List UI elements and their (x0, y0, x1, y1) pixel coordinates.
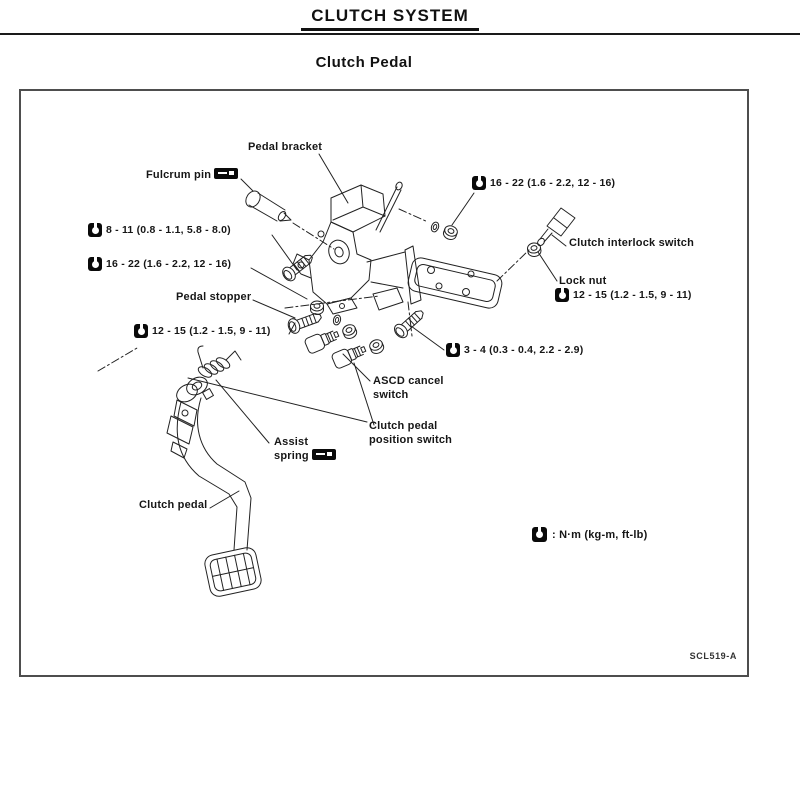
label-ascd-cancel-switch: ASCD cancel switch (373, 375, 444, 401)
torque-legend: : N·m (kg-m, ft-lb) (532, 527, 647, 542)
position-switch-drawing (331, 338, 385, 370)
label-clutch-interlock-switch: Clutch interlock switch (569, 237, 695, 249)
label-clutch-pedal: Clutch pedal (139, 499, 208, 511)
section-title: CLUTCH SYSTEM (301, 6, 479, 31)
label-pedal-bracket: Pedal bracket (248, 141, 323, 153)
page-title: Clutch Pedal (315, 54, 413, 71)
torque-spec-12-15-right: 12 - 15 (1.2 - 1.5, 9 - 11) (555, 288, 692, 302)
figure-code: SCL519-A (689, 651, 737, 661)
torque-wrench-icon (88, 257, 102, 271)
grease-icon (312, 449, 336, 460)
label-pedal-stopper: Pedal stopper (176, 291, 252, 303)
grease-icon (214, 168, 238, 179)
label-lock-nut: Lock nut (559, 275, 607, 287)
label-assist-spring: Assist spring (274, 435, 336, 463)
torque-spec-8-11: 8 - 11 (0.8 - 1.1, 5.8 - 8.0) (88, 223, 231, 237)
fastener-drawings (280, 221, 459, 340)
torque-wrench-icon (472, 176, 486, 190)
torque-spec-16-22-right: 16 - 22 (1.6 - 2.2, 12 - 16) (472, 176, 615, 190)
label-clutch-pedal-position-switch: Clutch pedal position switch (369, 420, 453, 446)
header-divider (0, 33, 800, 35)
assist-spring-drawing (197, 346, 241, 379)
fulcrum-pin-drawing (243, 188, 291, 221)
torque-wrench-icon (88, 223, 102, 237)
page-header (0, 6, 780, 31)
pedal-bracket-drawing (293, 181, 421, 314)
figure-frame (19, 89, 749, 677)
torque-spec-16-22-left: 16 - 22 (1.6 - 2.2, 12 - 16) (88, 257, 231, 271)
torque-wrench-icon (134, 324, 148, 338)
torque-wrench-icon (532, 527, 547, 542)
torque-spec-3-4: 3 - 4 (0.3 - 0.4, 2.2 - 2.9) (446, 343, 583, 357)
label-fulcrum-pin: Fulcrum pin (146, 168, 238, 182)
mounting-plate-drawing (406, 256, 503, 310)
clutch-pedal-drawing (167, 374, 263, 598)
torque-wrench-icon (555, 288, 569, 302)
torque-wrench-icon (446, 343, 460, 357)
torque-spec-12-15-left: 12 - 15 (1.2 - 1.5, 9 - 11) (134, 324, 271, 338)
